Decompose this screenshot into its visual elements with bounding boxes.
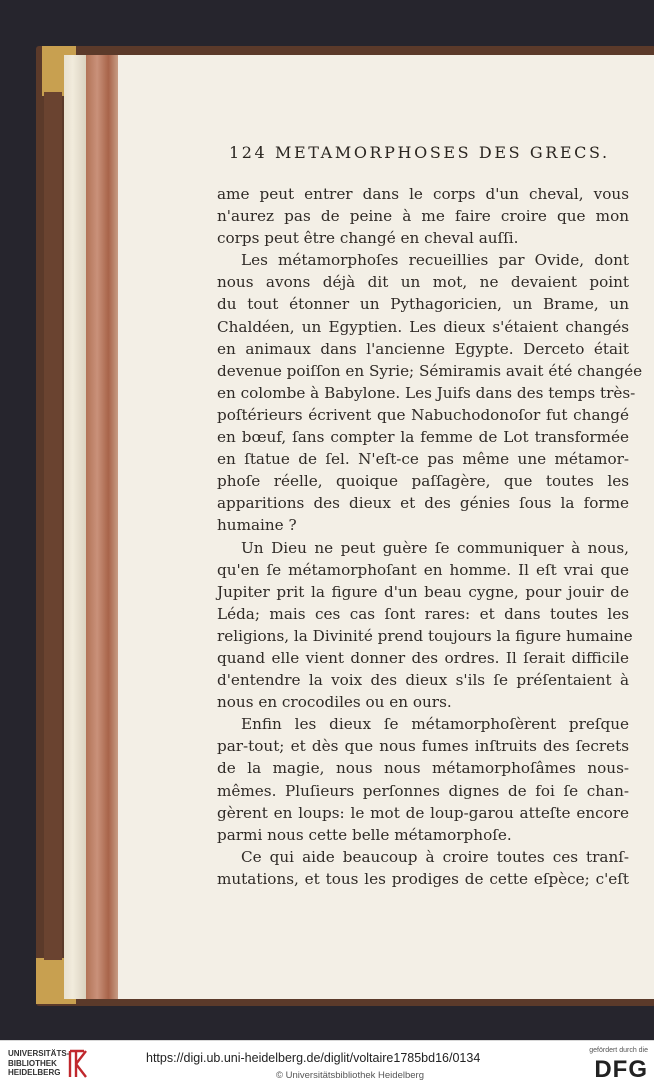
text-line: parmi nous cette belle métamorphoſe. <box>217 825 512 844</box>
text-line: mutations, et tous les prodiges de cette eſpèce; c'eſt <box>217 869 629 888</box>
page-url-link[interactable]: https://digi.ub.uni-heidelberg.de/diglit/voltaire1785bd16/0134 <box>146 1051 481 1065</box>
text-line: humaine ? <box>217 516 297 535</box>
text-line: par-tout; et dès que nous fumes inſtruits des ſecrets <box>217 737 629 756</box>
text-line: Jupiter prit la figure d'un beau cygne, pour jouir de <box>217 582 629 601</box>
text-line: nous avons déjà dit un mot, ne devaient point <box>217 273 629 292</box>
text-line: Enfin les dieux ſe métamorphoſèrent preſque <box>241 715 629 734</box>
library-logo-icon[interactable] <box>66 1047 92 1081</box>
text-line: Un Dieu ne peut guère ſe communiquer à nous, <box>241 538 629 557</box>
copyright-notice: © Universitätsbibliothek Heidelberg <box>276 1070 424 1081</box>
page-stack <box>64 55 86 999</box>
text-line: apparitions des dieux et des génies ſous la forme <box>217 494 629 513</box>
text-line: en colombe à Babylone. Les Juifs dans des temps très- <box>217 383 636 402</box>
library-logo-text[interactable] <box>8 1049 68 1078</box>
text-line: poſtérieurs écrivent que Nabuchodonoſor fut changé <box>217 405 629 424</box>
text-line: gèrent en loups: le mot de loup-garou atteſte encore <box>217 803 629 822</box>
logo-line: UNIVERSITÄTS- <box>8 1049 70 1058</box>
text-line: qu'en ſe métamorphoſant en homme. Il eſt vrai que <box>217 560 629 579</box>
text-line: devenue poiſſon en Syrie; Sémiramis avait été changée <box>217 361 643 380</box>
text-line: Léda; mais ces cas ſont rares: et dans toutes les <box>217 604 629 623</box>
page-text <box>217 183 643 890</box>
text-line: phoſe réelle, quoique paſſagère, que toutes les <box>217 472 629 491</box>
logo-line: HEIDELBERG <box>8 1068 61 1077</box>
text-line: Les métamorphoſes recueillies par Ovide, dont <box>241 251 629 270</box>
text-line: nous en crocodiles ou en ours. <box>217 693 452 712</box>
text-line: corps peut être changé en cheval auſſi. <box>217 229 519 248</box>
text-line: en animaux dans l'ancienne Egypte. Derceto était <box>217 339 629 358</box>
funding-label: gefördert durch die <box>589 1047 648 1054</box>
viewer-footer <box>0 1040 654 1089</box>
text-line: quand elle vient donner des ordres. Il ſerait difficile <box>217 648 629 667</box>
book-spine <box>44 92 62 960</box>
text-line: de la magie, nous nous métamorphoſâmes nous- <box>217 759 629 778</box>
text-line: n'aurez pas de peine à me faire croire que mon <box>217 207 629 226</box>
running-head: 124 METAMORPHOSES DES GRECS. <box>229 143 610 162</box>
logo-line: BIBLIOTHEK <box>8 1058 57 1068</box>
page-edge <box>86 55 118 999</box>
text-line: Ce qui aide beaucoup à croire toutes ces tranſ- <box>241 847 629 866</box>
text-line: Chaldéen, un Egyptien. Les dieux s'étaient changés <box>217 317 629 336</box>
text-line: religions, la Divinité prend toujours la figure humaine <box>217 626 633 645</box>
text-line: en bœuf, ſans compter la femme de Lot transformée <box>217 428 629 447</box>
text-line: du tout étonner un Pythagoricien, un Brame, un <box>217 295 629 314</box>
text-line: en ſtatue de ſel. N'eſt-ce pas même une métamor- <box>217 450 629 469</box>
text-line: ame peut entrer dans le corps d'un cheval, vous <box>217 185 629 203</box>
text-line: mêmes. Pluſieurs perſonnes dignes de foi ſe chan- <box>217 781 629 800</box>
dfg-logo[interactable]: DFG <box>594 1056 648 1083</box>
text-line: d'entendre la voix des dieux s'ils ſe préſentaient à <box>217 671 629 690</box>
